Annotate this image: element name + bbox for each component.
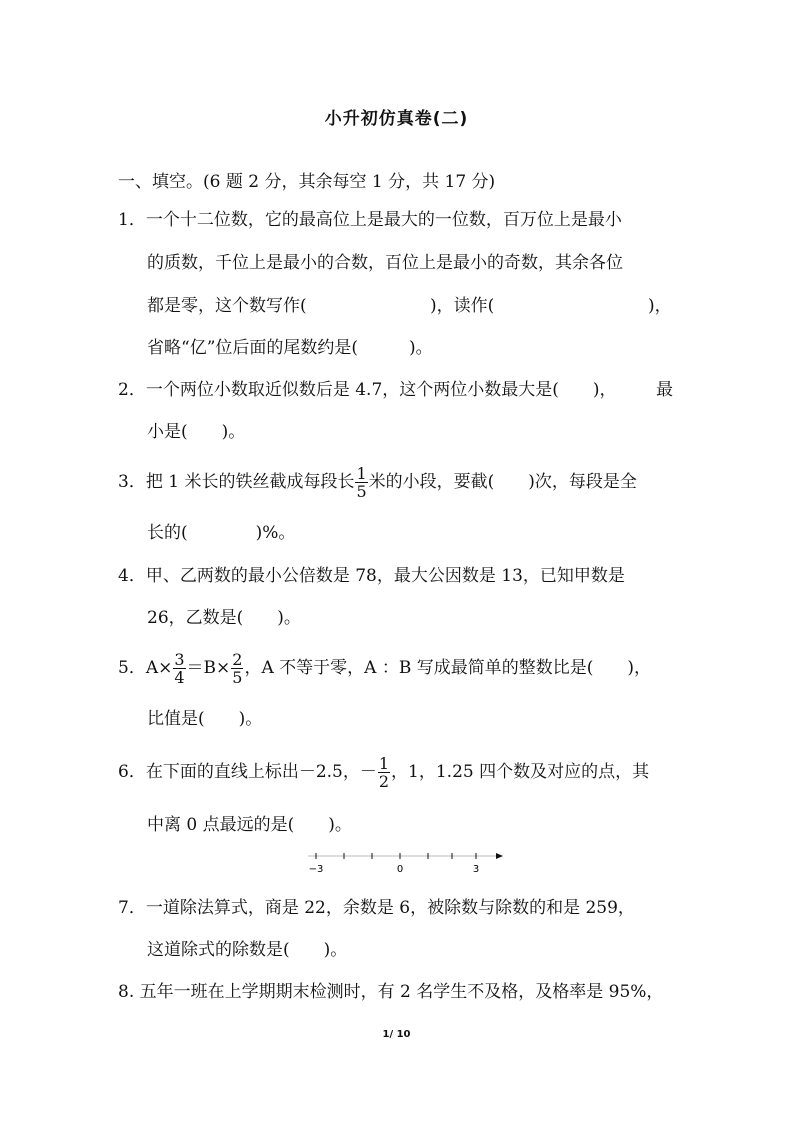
q6-fraction	[378, 755, 390, 790]
q5-fraction-2-denominator: 5	[232, 668, 243, 687]
q6-line2: 中离 0 点最远的是( )。	[147, 815, 352, 835]
q5-fraction-1-denominator: 4	[174, 668, 185, 687]
q8-line1: 8. 五年一班在上学期期末检测时，有 2 名学生不及格，及格率是 95%，	[118, 982, 664, 1002]
q1-line4: 省略“亿”位后面的尾数约是( )。	[147, 338, 433, 358]
tick-label-zero: 0	[396, 864, 404, 875]
tick-label-neg3: −3	[308, 864, 324, 875]
q7-line1: 7．一道除法算式，商是 22，余数是 6，被除数与除数的和是 259，	[118, 898, 635, 918]
q2-line1: 2．一个两位小数取近似数后是 4.7，这个两位小数最大是( )，	[118, 380, 617, 400]
q6-part1: 6．在下面的直线上标出－2.5，－	[118, 762, 377, 782]
q3-line2: 长的( )%。	[147, 523, 296, 543]
q4-line2: 26，乙数是( )。	[147, 608, 301, 628]
q2-line1-end: 最	[656, 380, 673, 400]
q5-line2: 比值是( )。	[147, 709, 263, 729]
q1-line3c: )，	[648, 296, 672, 316]
number-line-arrow-icon	[496, 853, 503, 859]
q5-fraction-2	[231, 651, 243, 686]
page-number: 1/ 10	[382, 1029, 411, 1040]
tick-label-pos3: 3	[472, 864, 480, 875]
q3-part2: 米的小段，要截( )次，每段是全	[368, 472, 637, 492]
q4-line1: 4．甲、乙两数的最小公倍数是 78，最大公因数是 13，已知甲数是	[118, 566, 625, 586]
q1-line2: 的质数，千位上是最小的合数，百位上是最小的奇数，其余各位	[147, 253, 623, 273]
q6-fraction-denominator: 2	[378, 772, 390, 791]
q7-line2: 这道除式的除数是( )。	[147, 940, 348, 960]
q3-fraction	[355, 465, 367, 500]
section-heading: 一、填空。(6 题 2 分，其余每空 1 分，共 17 分)	[118, 172, 496, 192]
page-title: 小升初仿真卷(二)	[324, 109, 469, 129]
q5-fraction-2-numerator: 2	[232, 650, 243, 669]
q3-part1: 3．把 1 米长的铁丝截成每段长	[118, 472, 355, 492]
q6-fraction-numerator: 1	[378, 754, 390, 773]
q6-line1	[118, 750, 649, 794]
q5-fraction-1	[173, 651, 185, 686]
q1-line3b: )，读作(	[430, 296, 495, 316]
q2-line2: 小是( )。	[147, 422, 246, 442]
q1-line3a: 都是零，这个数写作(	[147, 296, 307, 316]
q5-line1	[118, 646, 651, 690]
q6-part2: ，1，1.25 四个数及对应的点，其	[391, 762, 650, 782]
q5-fraction-1-numerator: 3	[174, 650, 185, 669]
q1-line1: 1．一个十二位数，它的最高位上是最大的一位数，百万位上是最小	[118, 210, 622, 230]
q3-fraction-denominator: 5	[356, 482, 367, 501]
number-line	[300, 848, 510, 878]
q3-fraction-numerator: 1	[356, 464, 367, 483]
q5-suffix: ，A 不等于零，A ：B 写成最简单的整数比是( )，	[244, 658, 651, 678]
q5-mid: ＝B×	[186, 658, 231, 678]
q3-line1	[118, 460, 637, 504]
q5-prefix: 5．A×	[118, 658, 173, 678]
